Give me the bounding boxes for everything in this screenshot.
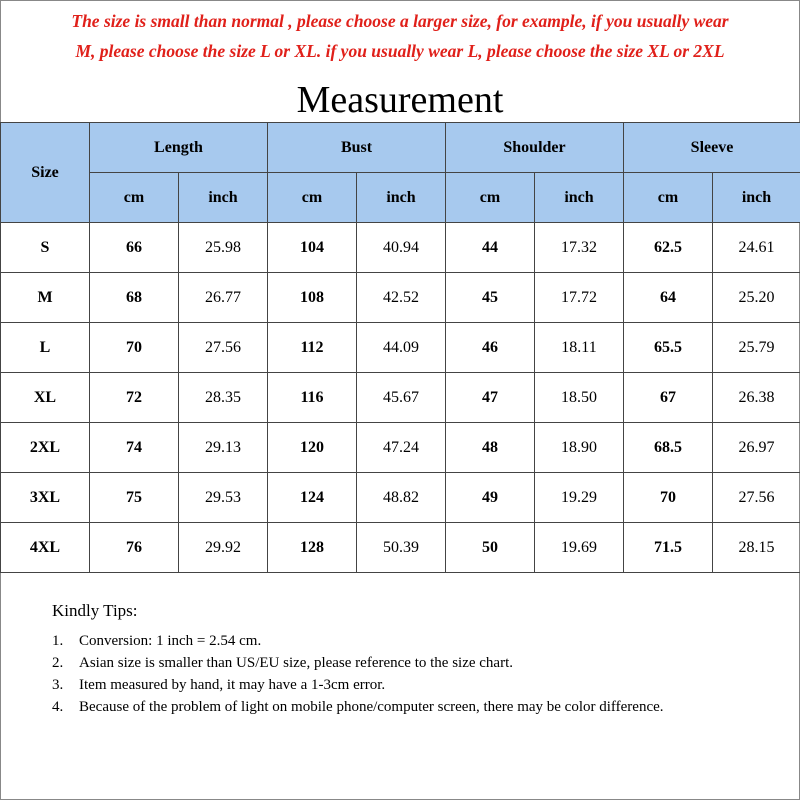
table-cell: 74 <box>90 423 179 473</box>
table-cell: 65.5 <box>624 323 713 373</box>
table-cell: 24.61 <box>713 223 800 273</box>
table-cell: 50 <box>446 523 535 573</box>
table-cell: 47 <box>446 373 535 423</box>
table-cell: 72 <box>90 373 179 423</box>
table-cell: 46 <box>446 323 535 373</box>
unit-header: cm <box>624 173 713 223</box>
table-cell: 18.90 <box>535 423 624 473</box>
table-row <box>1 373 800 423</box>
table-cell: 28.35 <box>179 373 268 423</box>
table-cell: 44 <box>446 223 535 273</box>
size-chart-table <box>0 122 800 573</box>
table-cell: 40.94 <box>357 223 446 273</box>
table-cell: 66 <box>90 223 179 273</box>
tip-item <box>52 696 772 718</box>
size-label: 3XL <box>1 473 90 523</box>
table-row <box>1 323 800 373</box>
notice-line-1: The size is small than normal , please choose a larger size, for example, if you usually wear <box>71 11 729 31</box>
table-cell: 17.72 <box>535 273 624 323</box>
table-cell: 47.24 <box>357 423 446 473</box>
size-header: Size <box>1 123 90 223</box>
table-cell: 42.52 <box>357 273 446 323</box>
table-cell: 18.50 <box>535 373 624 423</box>
group-header-sleeve: Sleeve <box>624 123 800 173</box>
size-label: S <box>1 223 90 273</box>
table-cell: 29.92 <box>179 523 268 573</box>
size-label: L <box>1 323 90 373</box>
unit-header: cm <box>446 173 535 223</box>
table-cell: 29.13 <box>179 423 268 473</box>
tips-title: Kindly Tips: <box>52 601 138 620</box>
tip-number: 3. <box>52 677 64 693</box>
table-cell: 112 <box>268 323 357 373</box>
tip-number: 4. <box>52 699 64 715</box>
page-title: Measurement <box>296 79 504 121</box>
group-header-length: Length <box>90 123 268 173</box>
table-row <box>1 523 800 573</box>
table-cell: 25.98 <box>179 223 268 273</box>
tip-text: Because of the problem of light on mobile phone/computer screen, there may be color difference. <box>79 699 664 715</box>
table-header-row <box>1 123 800 173</box>
table-cell: 108 <box>268 273 357 323</box>
table-cell: 45 <box>446 273 535 323</box>
table-cell: 128 <box>268 523 357 573</box>
table-cell: 17.32 <box>535 223 624 273</box>
table-cell: 26.77 <box>179 273 268 323</box>
table-cell: 62.5 <box>624 223 713 273</box>
table-cell: 44.09 <box>357 323 446 373</box>
table-cell: 64 <box>624 273 713 323</box>
table-cell: 75 <box>90 473 179 523</box>
table-cell: 45.67 <box>357 373 446 423</box>
kindly-tips <box>52 598 772 718</box>
table-row <box>1 423 800 473</box>
group-header-shoulder: Shoulder <box>446 123 624 173</box>
table-cell: 27.56 <box>179 323 268 373</box>
table-cell: 71.5 <box>624 523 713 573</box>
tip-item <box>52 652 772 674</box>
table-cell: 48 <box>446 423 535 473</box>
unit-header: inch <box>713 173 800 223</box>
table-cell: 50.39 <box>357 523 446 573</box>
table-cell: 25.79 <box>713 323 800 373</box>
tip-text: Asian size is smaller than US/EU size, please reference to the size chart. <box>79 655 513 671</box>
table-cell: 68.5 <box>624 423 713 473</box>
group-header-bust: Bust <box>268 123 446 173</box>
table-cell: 27.56 <box>713 473 800 523</box>
table-row <box>1 223 800 273</box>
unit-header: inch <box>535 173 624 223</box>
table-cell: 49 <box>446 473 535 523</box>
table-cell: 26.97 <box>713 423 800 473</box>
table-cell: 120 <box>268 423 357 473</box>
table-cell: 48.82 <box>357 473 446 523</box>
size-label: 2XL <box>1 423 90 473</box>
size-label: 4XL <box>1 523 90 573</box>
unit-header: inch <box>179 173 268 223</box>
table-cell: 26.38 <box>713 373 800 423</box>
unit-header: inch <box>357 173 446 223</box>
table-cell: 67 <box>624 373 713 423</box>
tip-item <box>52 630 772 652</box>
table-cell: 124 <box>268 473 357 523</box>
table-cell: 19.69 <box>535 523 624 573</box>
tip-text: Conversion: 1 inch = 2.54 cm. <box>79 633 262 649</box>
tip-number: 2. <box>52 655 64 671</box>
tip-text: Item measured by hand, it may have a 1-3cm error. <box>79 677 386 693</box>
size-label: XL <box>1 373 90 423</box>
tip-item <box>52 674 772 696</box>
table-cell: 19.29 <box>535 473 624 523</box>
table-cell: 28.15 <box>713 523 800 573</box>
unit-header-row <box>1 173 800 223</box>
table-cell: 104 <box>268 223 357 273</box>
table-cell: 29.53 <box>179 473 268 523</box>
size-notice <box>0 6 800 66</box>
unit-header: cm <box>90 173 179 223</box>
table-cell: 18.11 <box>535 323 624 373</box>
unit-header: cm <box>268 173 357 223</box>
table-row <box>1 473 800 523</box>
table-cell: 70 <box>90 323 179 373</box>
table-cell: 68 <box>90 273 179 323</box>
tips-list <box>52 630 772 718</box>
table-cell: 70 <box>624 473 713 523</box>
table-row <box>1 273 800 323</box>
size-label: M <box>1 273 90 323</box>
tip-number: 1. <box>52 633 64 649</box>
table-cell: 116 <box>268 373 357 423</box>
table-cell: 76 <box>90 523 179 573</box>
notice-line-2: M, please choose the size L or XL. if you usually wear L, please choose the size XL or 2XL <box>75 41 725 61</box>
table-cell: 25.20 <box>713 273 800 323</box>
